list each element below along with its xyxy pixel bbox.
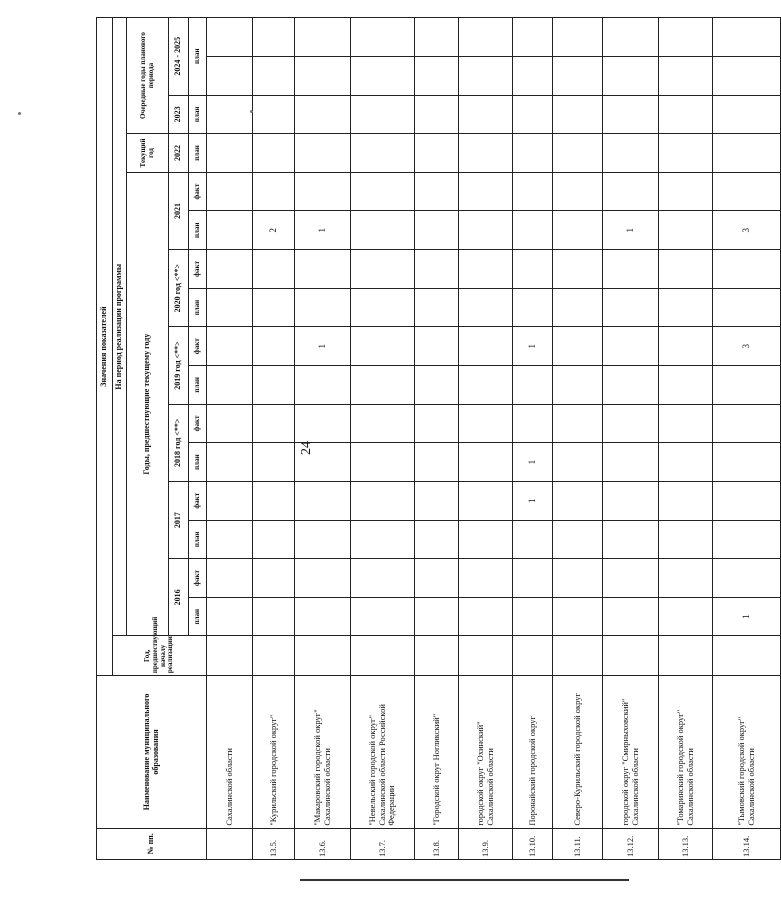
cell-y2024-extra <box>513 18 553 57</box>
cell-year-before <box>553 636 603 676</box>
cell-y2017-fact <box>207 481 253 520</box>
header-values-group: Значения показателей <box>97 18 113 676</box>
cell-y2023-plan <box>253 95 295 134</box>
cell-y2023-plan <box>659 95 713 134</box>
cell-y2016-fact <box>207 559 253 598</box>
cell-y2021-plan <box>459 211 513 250</box>
header-year-2016: 2016 <box>169 559 189 636</box>
cell-year-before <box>207 636 253 676</box>
header-fact: факт <box>189 250 207 289</box>
cell-y2019-plan <box>415 366 459 405</box>
cell-y2020-plan <box>415 288 459 327</box>
cell-y2019-plan <box>553 366 603 405</box>
cell-y2017-plan <box>553 520 603 559</box>
cell-y2019-plan <box>713 366 781 405</box>
cell-y2022-plan <box>415 134 459 173</box>
table-row <box>713 18 781 860</box>
cell-y2020-fact <box>253 250 295 289</box>
cell-y2016-plan <box>553 597 603 636</box>
table-body <box>207 18 781 860</box>
header-plan: план <box>189 18 207 96</box>
header-plan: план <box>189 288 207 327</box>
cell-y2022-plan <box>603 134 659 173</box>
cell-y2018-fact <box>659 404 713 443</box>
cell-y2017-fact <box>415 481 459 520</box>
cell-y2024-plan <box>659 56 713 95</box>
cell-y2022-plan <box>207 134 253 173</box>
cell-y2018-plan <box>713 443 781 482</box>
cell-y2017-fact <box>295 481 351 520</box>
cell-y2018-plan <box>253 443 295 482</box>
cell-y2018-plan <box>553 443 603 482</box>
header-year-2017: 2017 <box>169 481 189 558</box>
page-number: 24 <box>299 441 314 455</box>
cell-y2021-plan: 1 <box>603 211 659 250</box>
cell-y2017-plan <box>659 520 713 559</box>
cell-y2024-plan <box>207 56 253 95</box>
cell-y2019-fact <box>603 327 659 366</box>
municipality-name: "Макаровский городской округ" Сахалинской области <box>295 676 351 829</box>
cell-y2016-fact <box>351 559 415 598</box>
cell-y2024-extra <box>553 18 603 57</box>
header-year-2018: 2018 год <**> <box>169 404 189 481</box>
cell-y2020-plan <box>351 288 415 327</box>
cell-y2018-fact <box>295 404 351 443</box>
cell-y2016-plan <box>295 597 351 636</box>
cell-y2017-fact <box>603 481 659 520</box>
cell-y2018-plan <box>415 443 459 482</box>
cell-y2017-fact: 1 <box>513 481 553 520</box>
cell-y2020-fact <box>295 250 351 289</box>
cell-y2018-plan <box>659 443 713 482</box>
cell-y2019-fact <box>553 327 603 366</box>
cell-year-before <box>659 636 713 676</box>
cell-y2023-plan <box>603 95 659 134</box>
municipality-name: "Городской округ Ногликский" <box>415 676 459 829</box>
cell-y2024-extra <box>351 18 415 57</box>
cell-y2017-plan <box>253 520 295 559</box>
cell-year-before <box>253 636 295 676</box>
header-fact: факт <box>189 481 207 520</box>
table-row <box>415 18 459 860</box>
cell-y2021-plan <box>553 211 603 250</box>
cell-y2020-plan <box>295 288 351 327</box>
cell-y2016-plan <box>415 597 459 636</box>
header-plan: план <box>189 597 207 636</box>
cell-y2023-plan <box>459 95 513 134</box>
header-fact: факт <box>189 172 207 211</box>
row-number: 13.6. <box>295 828 351 859</box>
cell-y2017-plan <box>207 520 253 559</box>
cell-y2016-fact <box>415 559 459 598</box>
cell-y2024-extra <box>207 18 253 57</box>
cell-y2016-plan <box>659 597 713 636</box>
header-fact: факт <box>189 404 207 443</box>
indicators-table <box>96 17 781 860</box>
cell-y2024-extra <box>295 18 351 57</box>
cell-y2024-extra <box>415 18 459 57</box>
row-number: 13.8. <box>415 828 459 859</box>
cell-y2017-plan <box>351 520 415 559</box>
cell-y2020-plan <box>253 288 295 327</box>
header-planned-years: Очередные годы планового периода <box>127 18 169 134</box>
cell-year-before <box>713 636 781 676</box>
cell-y2023-plan <box>513 95 553 134</box>
cell-y2018-fact <box>415 404 459 443</box>
scan-speck <box>18 112 21 115</box>
cell-y2020-plan <box>659 288 713 327</box>
row-number: 13.14. <box>713 828 781 859</box>
row-number: 13.11. <box>553 828 603 859</box>
cell-y2018-plan <box>295 443 351 482</box>
cell-y2021-plan <box>351 211 415 250</box>
cell-y2018-fact <box>253 404 295 443</box>
cell-y2019-fact: 1 <box>295 327 351 366</box>
cell-y2019-plan <box>295 366 351 405</box>
row-number: 13.13. <box>659 828 713 859</box>
cell-y2019-fact: 1 <box>513 327 553 366</box>
cell-y2024-extra <box>713 18 781 57</box>
cell-y2019-plan <box>253 366 295 405</box>
cell-y2016-fact <box>295 559 351 598</box>
cell-y2016-fact <box>253 559 295 598</box>
cell-y2017-plan <box>713 520 781 559</box>
cell-y2021-fact <box>351 172 415 211</box>
cell-y2018-plan: 1 <box>513 443 553 482</box>
cell-y2021-fact <box>603 172 659 211</box>
cell-y2021-fact <box>513 172 553 211</box>
cell-y2020-plan <box>459 288 513 327</box>
row-number: 13.5. <box>253 828 295 859</box>
cell-y2017-plan <box>295 520 351 559</box>
header-current-year: Текущий год <box>127 134 169 173</box>
header-period-group: На период реализации программы <box>113 18 127 636</box>
cell-y2020-fact <box>513 250 553 289</box>
cell-y2018-fact <box>351 404 415 443</box>
cell-y2018-fact <box>207 404 253 443</box>
cell-y2021-fact <box>295 172 351 211</box>
municipality-name: "Тымовский городской округ" Сахалинской области <box>713 676 781 829</box>
row-number: 13.12. <box>603 828 659 859</box>
cell-y2021-fact <box>713 172 781 211</box>
cell-y2021-fact <box>553 172 603 211</box>
cell-y2019-fact <box>207 327 253 366</box>
cell-y2016-plan: 1 <box>713 597 781 636</box>
cell-y2016-fact <box>659 559 713 598</box>
table-row <box>603 18 659 860</box>
cell-y2020-plan <box>603 288 659 327</box>
cell-y2016-plan <box>459 597 513 636</box>
cell-y2019-fact: 3 <box>713 327 781 366</box>
cell-y2016-fact <box>459 559 513 598</box>
cell-y2020-plan <box>553 288 603 327</box>
cell-y2020-fact <box>459 250 513 289</box>
cell-y2022-plan <box>351 134 415 173</box>
cell-y2018-fact <box>553 404 603 443</box>
cell-y2017-fact <box>713 481 781 520</box>
cell-y2019-plan <box>513 366 553 405</box>
cell-y2016-plan <box>603 597 659 636</box>
cell-y2022-plan <box>513 134 553 173</box>
cell-y2023-plan <box>295 95 351 134</box>
cell-y2021-plan: 3 <box>713 211 781 250</box>
header-plan: план <box>189 366 207 405</box>
cell-y2020-fact <box>603 250 659 289</box>
header-year-2021: 2021 <box>169 172 189 249</box>
cell-y2019-plan <box>207 366 253 405</box>
cell-y2019-plan <box>459 366 513 405</box>
cell-y2022-plan <box>459 134 513 173</box>
header-fact: факт <box>189 559 207 598</box>
cell-y2021-plan <box>513 211 553 250</box>
cell-y2020-plan <box>513 288 553 327</box>
cell-y2020-fact <box>415 250 459 289</box>
cell-y2023-plan <box>207 95 253 134</box>
cell-y2020-fact <box>553 250 603 289</box>
cell-y2019-fact <box>659 327 713 366</box>
scan-speck <box>250 110 253 113</box>
table-row <box>351 18 415 860</box>
cell-y2019-plan <box>603 366 659 405</box>
cell-y2018-plan <box>603 443 659 482</box>
cell-y2017-fact <box>351 481 415 520</box>
header-name: Наименование муниципального образования <box>97 676 207 829</box>
table-row <box>207 18 253 860</box>
cell-y2016-fact <box>603 559 659 598</box>
cell-y2022-plan <box>253 134 295 173</box>
cell-y2024-plan <box>459 56 513 95</box>
cell-y2021-plan: 1 <box>295 211 351 250</box>
cell-y2019-fact <box>351 327 415 366</box>
cell-y2020-plan <box>713 288 781 327</box>
cell-y2017-fact <box>553 481 603 520</box>
cell-year-before <box>351 636 415 676</box>
cell-y2021-fact <box>459 172 513 211</box>
cell-y2024-extra <box>603 18 659 57</box>
cell-y2024-plan <box>295 56 351 95</box>
row-number: 13.9. <box>459 828 513 859</box>
cell-y2018-fact <box>459 404 513 443</box>
cell-y2023-plan <box>553 95 603 134</box>
cell-y2017-plan <box>415 520 459 559</box>
table-row <box>659 18 713 860</box>
row-number <box>207 828 253 859</box>
header-year-2024: 2024 - 2025 <box>169 18 189 96</box>
cell-y2023-plan <box>713 95 781 134</box>
cell-y2024-extra <box>253 18 295 57</box>
header-year-2023: 2023 <box>169 95 189 134</box>
cell-y2024-plan <box>553 56 603 95</box>
cell-y2018-fact <box>713 404 781 443</box>
cell-y2016-plan <box>351 597 415 636</box>
cell-year-before <box>415 636 459 676</box>
cell-y2022-plan <box>295 134 351 173</box>
document-table-area <box>96 17 756 860</box>
table-row <box>513 18 553 860</box>
cell-y2018-fact <box>513 404 553 443</box>
header-plan: план <box>189 443 207 482</box>
cell-y2021-fact <box>659 172 713 211</box>
cell-y2017-plan <box>603 520 659 559</box>
municipality-name: городской округ "Смирныховский" Сахалинской области <box>603 676 659 829</box>
cell-y2024-plan <box>603 56 659 95</box>
cell-y2017-plan <box>513 520 553 559</box>
header-plan: план <box>189 520 207 559</box>
header-year-2020: 2020 год <**> <box>169 250 189 327</box>
header-num: № пп. <box>97 828 207 859</box>
cell-y2017-fact <box>659 481 713 520</box>
cell-y2021-fact <box>207 172 253 211</box>
cell-y2018-plan <box>351 443 415 482</box>
cell-y2018-plan <box>207 443 253 482</box>
cell-y2019-fact <box>459 327 513 366</box>
cell-y2019-fact <box>415 327 459 366</box>
cell-y2019-plan <box>351 366 415 405</box>
cell-y2016-fact <box>553 559 603 598</box>
table-row <box>295 18 351 860</box>
cell-y2020-plan <box>207 288 253 327</box>
cell-y2018-fact <box>603 404 659 443</box>
page-edge-line <box>300 879 629 881</box>
cell-y2021-fact <box>415 172 459 211</box>
table-row <box>459 18 513 860</box>
cell-y2022-plan <box>553 134 603 173</box>
municipality-name: Сахалинской области <box>207 676 253 829</box>
cell-y2024-extra <box>459 18 513 57</box>
cell-y2024-plan <box>351 56 415 95</box>
cell-y2017-fact <box>253 481 295 520</box>
municipality-name: "Томаринский городской округ" Сахалинской области <box>659 676 713 829</box>
cell-y2022-plan <box>713 134 781 173</box>
header-prev-years: Годы, предшествующие текущему году <box>127 172 169 636</box>
cell-year-before <box>513 636 553 676</box>
cell-year-before <box>603 636 659 676</box>
cell-y2016-plan <box>513 597 553 636</box>
table-row <box>253 18 295 860</box>
cell-y2019-fact <box>253 327 295 366</box>
municipality-name: Северо-Курильский городской округ <box>553 676 603 829</box>
cell-y2017-fact <box>459 481 513 520</box>
row-number: 13.10. <box>513 828 553 859</box>
cell-y2021-plan <box>659 211 713 250</box>
header-plan: план <box>189 211 207 250</box>
rotated-table-wrapper <box>96 17 756 860</box>
municipality-name: городской округ "Охинский" Сахалинской области <box>459 676 513 829</box>
cell-year-before <box>295 636 351 676</box>
cell-y2020-fact <box>713 250 781 289</box>
cell-y2022-plan <box>659 134 713 173</box>
row-number: 13.7. <box>351 828 415 859</box>
cell-year-before <box>459 636 513 676</box>
cell-y2024-plan <box>415 56 459 95</box>
header-year-2019: 2019 год <**> <box>169 327 189 404</box>
municipality-name: Поронайский городской округ <box>513 676 553 829</box>
municipality-name: "Невельский городской округ" Сахалинской области Российской Федерации <box>351 676 415 829</box>
cell-y2023-plan <box>351 95 415 134</box>
cell-y2021-plan <box>207 211 253 250</box>
header-plan: план <box>189 95 207 134</box>
header-fact: факт <box>189 327 207 366</box>
cell-y2020-fact <box>351 250 415 289</box>
cell-y2021-plan <box>415 211 459 250</box>
cell-y2016-fact <box>713 559 781 598</box>
cell-y2017-plan <box>459 520 513 559</box>
header-year-before: Год, предшествующий началу реализации <box>113 636 207 676</box>
cell-y2020-fact <box>207 250 253 289</box>
cell-y2021-fact <box>253 172 295 211</box>
cell-y2024-extra <box>659 18 713 57</box>
cell-y2023-plan <box>415 95 459 134</box>
cell-y2016-plan <box>253 597 295 636</box>
cell-y2024-plan <box>713 56 781 95</box>
cell-y2021-plan: 2 <box>253 211 295 250</box>
cell-y2018-plan <box>459 443 513 482</box>
cell-y2019-plan <box>659 366 713 405</box>
cell-y2016-plan <box>207 597 253 636</box>
cell-y2024-plan <box>513 56 553 95</box>
header-plan: план <box>189 134 207 173</box>
cell-y2020-fact <box>659 250 713 289</box>
cell-y2016-fact <box>513 559 553 598</box>
municipality-name: "Курильский городской округ" <box>253 676 295 829</box>
cell-y2024-plan <box>253 56 295 95</box>
table-row <box>553 18 603 860</box>
header-year-2022: 2022 <box>169 134 189 173</box>
